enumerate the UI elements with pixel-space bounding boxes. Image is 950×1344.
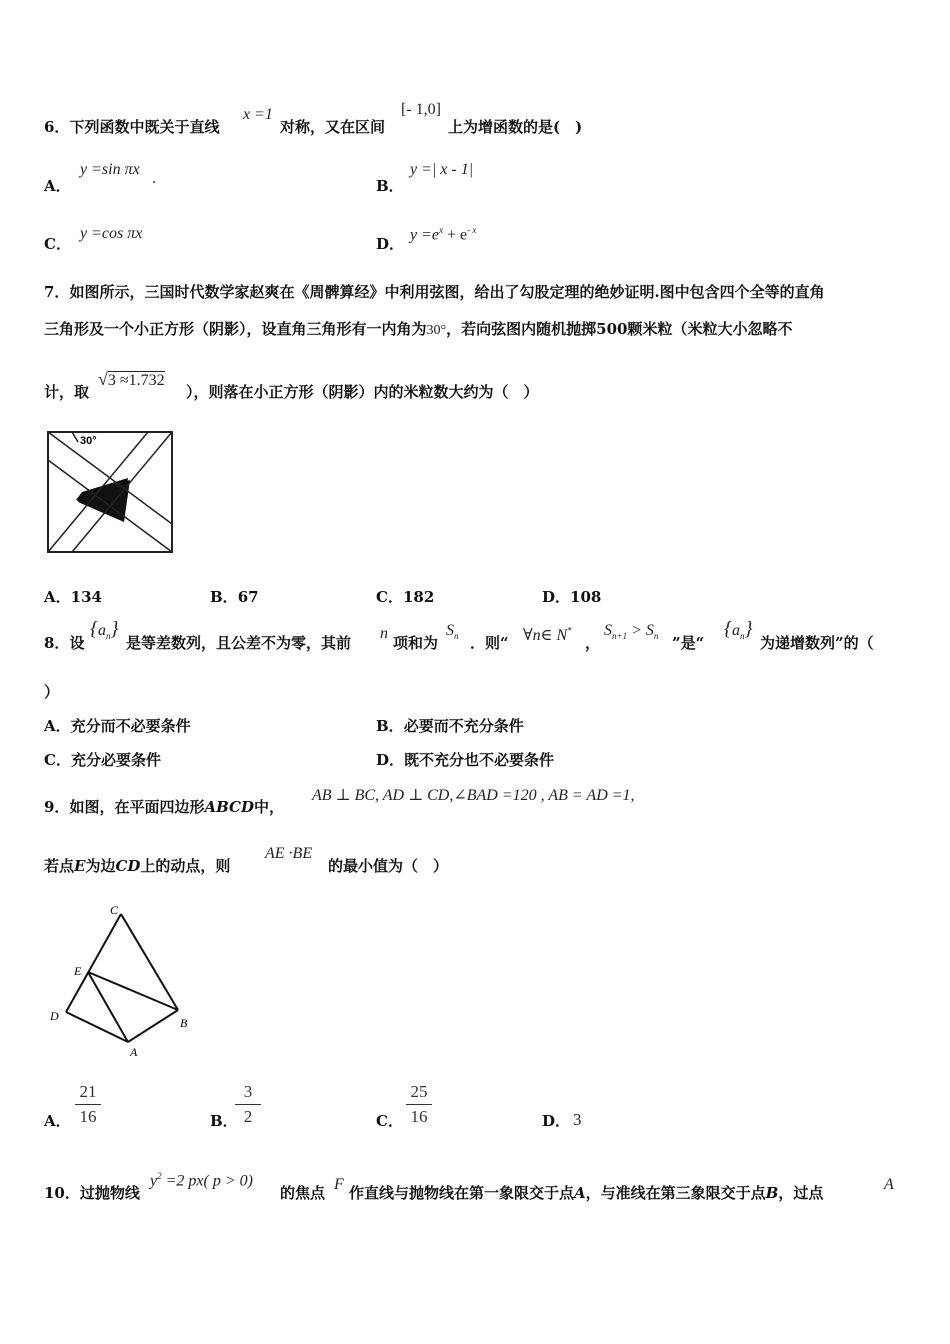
- q9-stem-line2: 若点E为边CD上的动点，则: [44, 857, 231, 875]
- q10-stem-part2: 的焦点: [280, 1184, 326, 1202]
- q9-option-d-value: 3: [573, 1110, 582, 1129]
- q8-stem-part3: 项和为: [393, 634, 439, 652]
- q6-option-b-expr: y =| x - 1|: [410, 161, 474, 178]
- q9-stem-end: 的最小值为（ ）: [328, 857, 449, 875]
- q9-option-b-fraction: 3 2: [235, 1083, 261, 1126]
- q6-option-a-tail: .: [152, 170, 156, 187]
- q6-condition: x =1: [243, 106, 273, 123]
- q7-line1: 7．如图所示，三国时代数学家赵爽在《周髀算经》中利用弦图，给出了勾股定理的绝妙证明.图中包含四个全等的直角: [44, 283, 825, 301]
- q8-option-c: C．充分必要条件: [44, 751, 161, 769]
- q10-stem-start: 10．过抛物线: [44, 1184, 140, 1202]
- q9-label-b: B: [180, 1016, 188, 1030]
- q8-stem-part2: 是等差数列，且公差不为零，其前: [126, 634, 352, 652]
- q6-option-a-expr: y =sin πx: [80, 161, 140, 178]
- q9-option-d: D．: [542, 1112, 571, 1130]
- q8-option-d: D．既不充分也不必要条件: [376, 751, 555, 769]
- q8-stem-part5: ”是“: [672, 634, 705, 652]
- q8-option-b: B．必要而不充分条件: [376, 717, 524, 735]
- q6-stem-part3: 上为增函数的是( ): [448, 118, 583, 136]
- q9-option-c-fraction: 25 16: [406, 1083, 432, 1126]
- q6-option-a: A．: [44, 177, 71, 195]
- q7-number: 7．: [44, 283, 70, 301]
- q8-stem-start: 8．设: [44, 634, 85, 652]
- q7-line3-end: ），则落在小正方形（阴影）内的米粒数大约为（ ）: [186, 383, 539, 401]
- q9-stem: 9．如图，在平面四边形ABCD中，: [44, 798, 285, 816]
- q10-stem-part3: 作直线与抛物线在第一象限交于点A，与准线在第三象限交于点B，过点: [349, 1184, 824, 1202]
- q7-line3-start: 计，取: [44, 383, 90, 401]
- q7-sqrt: √3 ≈1.732: [98, 369, 165, 389]
- q10-equation: $y^2 =2$ px( p > 0): [150, 1171, 253, 1190]
- q10-focus: F: [334, 1176, 344, 1193]
- q6-option-c: C．: [44, 235, 71, 253]
- q6-stem: 6．下列函数中既关于直线: [44, 118, 220, 136]
- q8-sequence-2: $\{a_n\}$: [724, 618, 753, 642]
- q6-interval: [- 1,0]: [401, 101, 441, 118]
- q8-sum: $S_n$: [446, 622, 459, 642]
- q9-label-d: D: [50, 1009, 59, 1023]
- q7-option-a: A．134: [44, 588, 102, 606]
- q9-label-c: C: [110, 903, 119, 917]
- q7-option-d: D．108: [542, 588, 602, 606]
- q9-option-a: A．: [44, 1112, 71, 1130]
- q6-option-c-expr: y =cos πx: [80, 225, 143, 242]
- q9-label-e: E: [74, 964, 82, 978]
- q8-comma: ，: [585, 634, 601, 652]
- q6-option-d: D．: [376, 235, 405, 253]
- q8-n: n: [380, 625, 388, 642]
- q9-option-a-fraction: 21 16: [75, 1083, 101, 1126]
- q8-inequality: $S_{n+1} > S_n$: [604, 622, 659, 642]
- q6-stem-part2: 对称，又在区间: [280, 118, 386, 136]
- q9-figure: [44, 900, 204, 1062]
- q9-option-c: C．: [376, 1112, 403, 1130]
- q9-option-b: B．: [210, 1112, 238, 1130]
- q7-figure: [44, 428, 176, 556]
- q6-number: 6．: [44, 118, 70, 136]
- q9-condition: AB ⊥ BC, AD ⊥ CD,∠BAD =120 , AB = AD =1,: [312, 787, 635, 804]
- q8-forall: ∀n∈ N*: [523, 625, 572, 644]
- q10-point-a: A: [884, 1176, 894, 1193]
- q8-stem-part4: ．则“: [470, 634, 509, 652]
- q8-close-paren: ）: [44, 683, 60, 701]
- q6-option-b: B．: [376, 177, 404, 195]
- q7-option-c: C．182: [376, 588, 435, 606]
- q7-angle-label: 30°: [80, 435, 97, 447]
- q9-dot-product: AE ·BE: [265, 845, 313, 862]
- q8-stem-part6: 为递增数列”的（: [760, 634, 874, 652]
- q7-option-b: B．67: [210, 588, 259, 606]
- q7-line2: 三角形及一个小正方形（阴影），设直角三角形有一内角为30°，若向弦图内随机抛掷500颗米粒（米粒大小忽略不: [44, 320, 793, 338]
- q8-sequence: $\{a_n\}$: [90, 618, 119, 642]
- q8-option-a: A．充分而不必要条件: [44, 717, 191, 735]
- q9-label-a: A: [130, 1045, 138, 1059]
- q6-option-d-expr: $y =e^x + e^{- x}$: [410, 225, 477, 244]
